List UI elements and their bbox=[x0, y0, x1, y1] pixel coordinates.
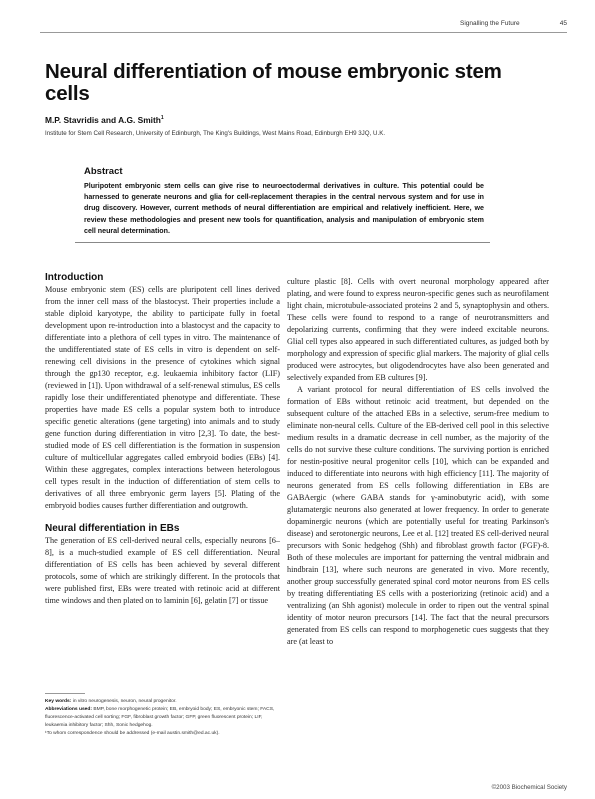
neural-paragraph: The generation of ES cell-derived neural cells, especially neurons [6–8], is a much-studied example of ES cell differentiation. Neural differentiation of ES cells has been achieved by several different protocols, some of which are strikingly different. In the protocols that were published first, EBs were treated with retinoic acid at different time windows and then plated on to laminin [6], gelatin [7] or tissue bbox=[45, 536, 280, 605]
keywords-text: in vitro neurogenesis, neuron, neural progenitor. bbox=[72, 699, 177, 704]
abstract-text: Pluripotent embryonic stem cells can give rise to neuroectodermal derivatives in culture. This potential could be harnessed to generate neurons and glia for cell-replacement therapies in the central nervous system and for use in drug discovery. However, current methods of neural differentiation are empirical and relatively inefficient. Here, we review these methodologies and present new tools for quantification, analysis and manipulation of embryonic stem cell neural determination. bbox=[84, 182, 484, 235]
footnotes bbox=[45, 698, 280, 738]
keywords-label: Key words: bbox=[45, 699, 72, 704]
author-footnote-mark: 1 bbox=[160, 115, 164, 122]
correspondence-note: ¹To whom correspondence should be addressed (e-mail austin.smith@ed.ac.uk). bbox=[45, 731, 220, 736]
left-column bbox=[45, 271, 280, 607]
page-number: 45 bbox=[559, 20, 567, 27]
copyright-notice: ©2003 Biochemical Society bbox=[491, 784, 567, 791]
author-list bbox=[45, 115, 164, 125]
keywords-note bbox=[45, 698, 280, 706]
running-header: Signalling the Future bbox=[460, 20, 520, 27]
authors-text: M.P. Stavridis and A.G. Smith bbox=[45, 115, 161, 125]
abstract-heading: Abstract bbox=[84, 166, 123, 177]
abstract-box bbox=[75, 160, 490, 243]
abbreviations-note bbox=[45, 706, 280, 730]
section-heading-introduction: Introduction bbox=[45, 272, 104, 283]
abbreviations-label: Abbreviations used: bbox=[45, 707, 93, 712]
right-paragraph-2: A variant protocol for neural differentiation of ES cells involved the formation of EBs without retinoic acid treatment, but depended on the subsequent culture of the attached EBs in a selective, serum-free medium to eliminate non-neural cells. Culture of the EB-derived cell pool in this selective medium results in a dramatic decrease in cell number, as the majority of the cells do not survive these culture conditions. The surviving portion is enriched for nestin-positive neural progenitor cells [10], which can be expanded and induced to differentiate into neurons with high efficiency [11]. The majority of neurons generated from ES cells following differentiation in EBs are GABAergic (where GABA stands for γ-aminobutyric acid), with some glutamatergic neurons also generated at lower frequency. In order to generate dopaminergic neurons (which are potentially useful for treating Parkinson's disease) and serotonergic neurons, Lee et al. [12] treated ES cell-derived neural precursors with Sonic hedgehog (Shh) and fibroblast growth factor (FGF)-8. Both of these molecules are important for patterning the ventral midbrain and hindbrain [13], where such neurons are generated in vivo. More recently, another group successfully generated spinal cord motor neurons from ES cells by treating differentiating ES cells with a posteriorizing (retinoic acid) and a ventralizing (an Shh agonist) molecule in order to ripen out the ventral spinal identity of motor neuron precursors [14]. The fact that the neural precursors generated from ES cells can respond to morphogenetic cues suggests that they are (at least to bbox=[287, 385, 549, 646]
section-heading-neural-differentiation: Neural differentiation in EBs bbox=[45, 523, 180, 534]
abbreviations-text: BMP, bone morphogenetic protein; EB, embryoid body; ES, embryonic stem; FACS, fluorescence-activated cell sorting; FGF, fibroblast growth factor; GFP, green fluorescent protein; LIF, leukaemia inhibitory factor; Shh, Sonic hedgehog. bbox=[45, 707, 275, 728]
footnote-rule bbox=[45, 693, 85, 694]
intro-paragraph: Mouse embryonic stem (ES) cells are pluripotent cell lines derived from the inner cell mass of the blastocyst. Their properties include a stable diploid karyotype, the ability to participate fully in foetal development upon re-introduction into a blastocyst and the capacity to differentiate into a plethora of cell types in vitro. The maintenance of the undifferentiated state of ES cells in vitro is dependent on self-renewing cell divisions in the presence of cytokines which signal through the gp130 receptor, e.g. leukaemia inhibitory factor (LIF) (reviewed in [1]). Upon withdrawal of a self-renewal stimulus, ES cells rapidly lose their undifferentiated phenotype and differentiate. These properties have made ES cells a popular system both to introduce specific genetic alterations (gene targeting) into animals and to study gene function during differentiation in vitro [2,3]. To date, the best-studied mode of ES cell differentiation is the formation in suspension culture of multicellular aggregates called embryoid bodies (EBs) [4]. Within these aggregates, complex interactions between heterologous cell types result in the induction of differentiation of stem cells to derivatives of all three embryonic germ layers [5]. Plating of the embryoid bodies causes further differentiation and outgrowth. bbox=[45, 285, 280, 510]
header-rule bbox=[40, 32, 567, 33]
right-column bbox=[287, 276, 549, 648]
article-title: Neural differentiation of mouse embryonic stem cells bbox=[45, 60, 502, 105]
right-paragraph-1: culture plastic [8]. Cells with overt neuronal morphology appeared after plating, and were found to express neuron-specific genes such as neurofilament light chain, microtubule-associated proteins 2 and 5, synaptophysin and others. These cells were found to respond to a range of neurotransmitters and depolarizing currents, confirming that they were indeed excitable neurons. Glial cell types also appeared in such differentiated cultures, as judged both by morphology and expression of specific glial markers. The majority of glial cells produced were astrocytes, but oligodendrocytes have also been generated and selectively expanded from EB cultures [9]. bbox=[287, 277, 549, 382]
affiliation: Institute for Stem Cell Research, University of Edinburgh, The King's Buildings, West Mains Road, Edinburgh EH9 3JQ, U.K. bbox=[45, 130, 386, 137]
